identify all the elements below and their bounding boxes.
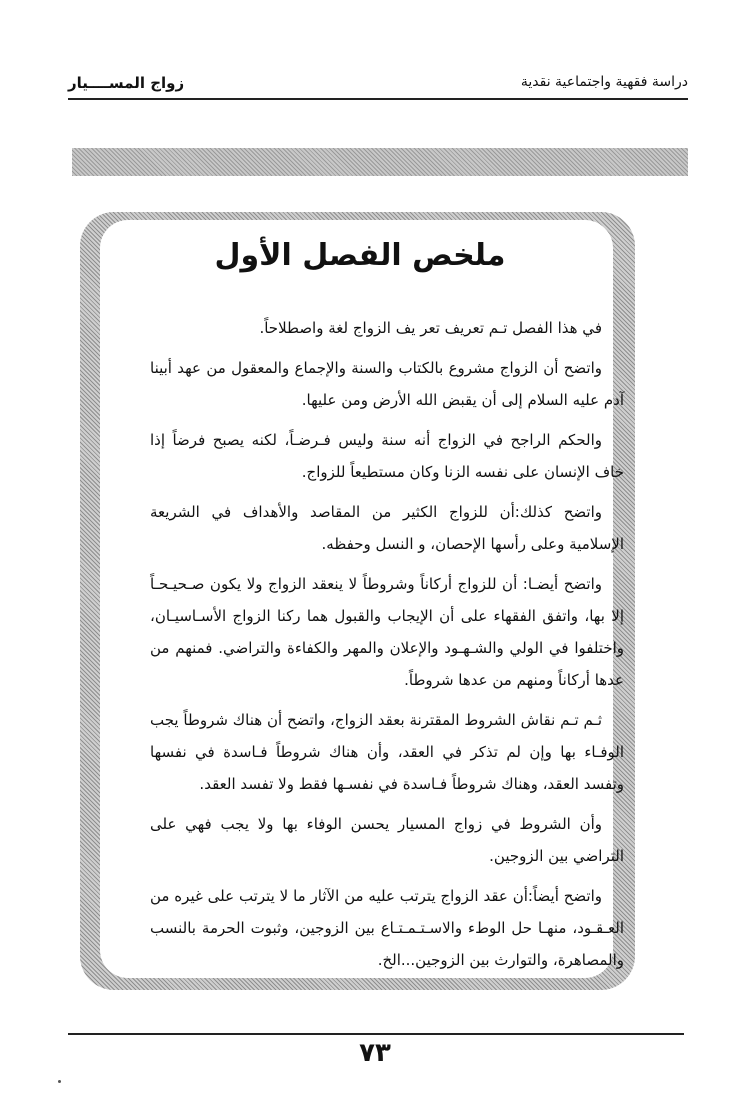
running-header [68,68,688,100]
decorative-band [72,148,688,176]
paragraph: وأن الشروط في زواج المسيار يحسن الوفاء بها ولا يجب فهي على التراضي بين الزوجين. [150,815,624,865]
paragraph: والحكم الراجح في الزواج أنه سنة وليس فـرضـاً، لكنه يصبح فرضاً إذا خاف الإنسان على نفسه الزنا وكان مستطيعاً للزواج. [150,431,624,481]
book-title: زواج المســــيار [68,74,185,92]
paragraph: واتضح أيضـا: أن للزواج أركاناً وشروطاً لا ينعقد الزواج ولا يكون صـحيـحـاً إلا بها، واتفق الفقهاء على أن الإيجاب والقبول هما ركنا الزواج الأسـاسيـان، واختلفوا في الولي والشـهـود والإعلان والمهر والكفاءة والتراضي. فمنهم من عدها أركاناً ومنهم من عدها شروطاً. [150,575,624,689]
chapter-title: ملخص الفصل الأول [214,238,506,273]
paragraph: في هذا الفصل تـم تعريف تعر يف الزواج لغة واصطلاحاً. [259,319,602,337]
footer-rule [68,1033,684,1035]
book-subtitle: دراسة فقهية واجتماعية نقدية [520,74,688,90]
summary-content [150,312,624,984]
paragraph: واتضح أن الزواج مشروع بالكتاب والسنة والإجماع والمعقول من عهد أبينا آدم عليه السلام إلى أن يقبض الله الأرض ومن عليها. [150,359,624,409]
paragraph: واتضح أيضاً:أن عقد الزواج يترتب عليه من الآثار ما لا يترتب على غيره من العـقـود، منهـا حل الوطء والاسـتـمـتـاع بين الزوجين، وثبوت الحرمة بالنسب والمصاهرة، والتوارث بين الزوجين...الخ. [150,887,624,969]
scan-speck [58,1080,61,1083]
page-number: ٧٣ [359,1038,391,1068]
paragraph: واتضح كذلك:أن للزواج الكثير من المقاصد والأهداف في الشريعة الإسلامية وعلى رأسها الإحصان، و النسل وحفظه. [150,503,624,553]
paragraph: ثـم تـم نقاش الشروط المقترنة بعقد الزواج، واتضح أن هناك شروطاً يجب الوفـاء بها وإن لم تذكر في العقد، وأن هناك شروطاً فـاسدة في نفسها وتفسد العقد، وهناك شروطاً فـاسدة في نفسـها فقط ولا تفسد العقد. [150,711,624,793]
